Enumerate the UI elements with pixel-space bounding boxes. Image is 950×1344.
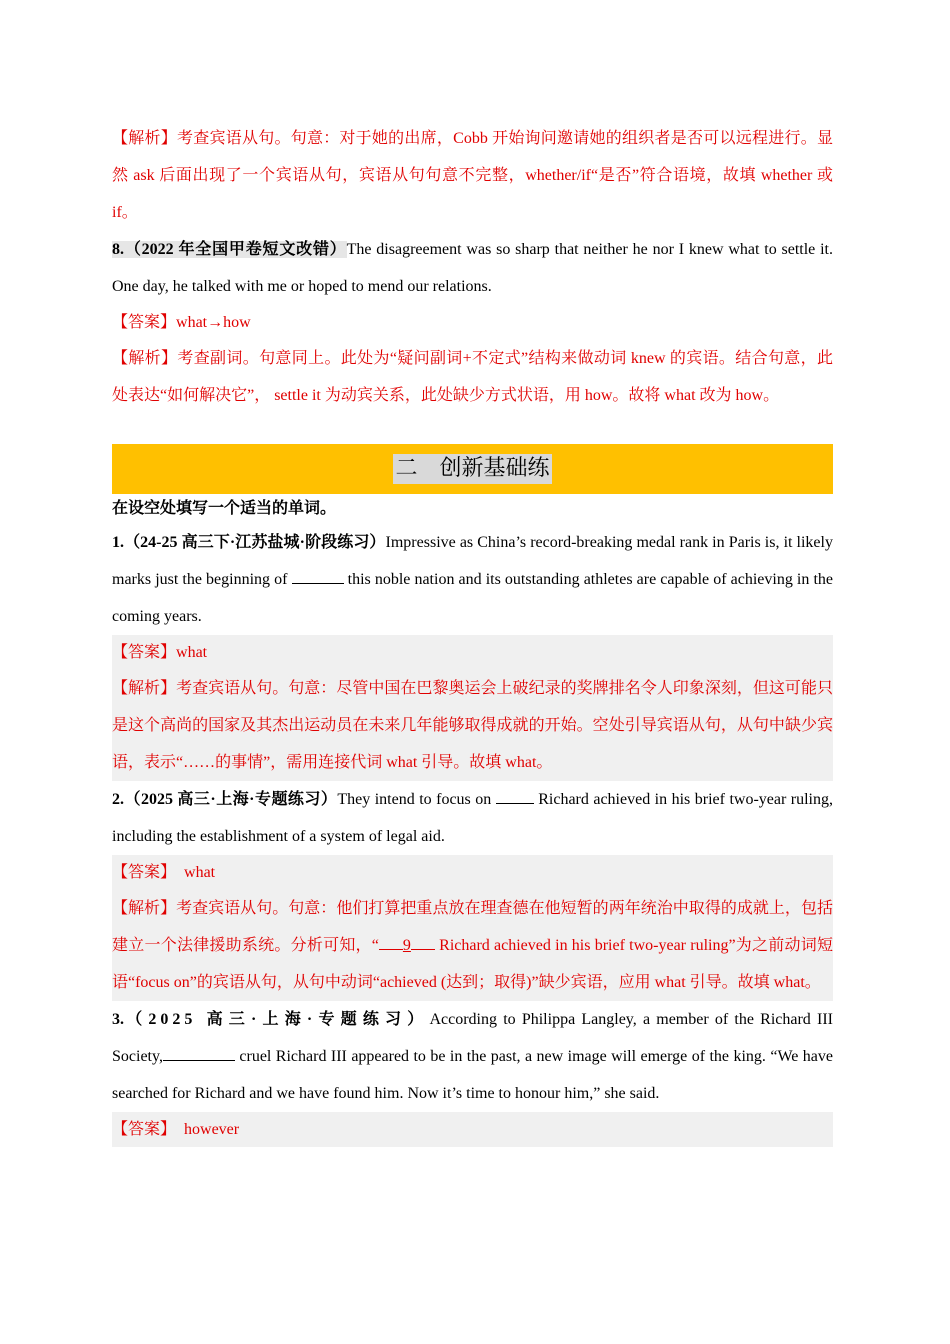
q2-number: 2. [112,791,124,808]
analysis-label: 【解析】 [112,130,177,147]
q3-number: 3. [112,1011,124,1028]
q1-answer [112,635,833,670]
q2-answer [112,855,833,890]
analysis-label: 【解析】 [112,900,177,917]
q2-question [112,781,833,855]
document-page [112,120,833,1147]
q8-text: The disagreement was so sharp that neither he nor I knew what to settle it. One day, he talked with me or hoped to mend our relations. [112,241,833,295]
section-header-bar [112,444,833,494]
q1-text-before: Impressive as China’s record-breaking medal rank in Paris is, it likely marks just the beginning of [112,534,833,588]
answer-value: however [184,1121,240,1138]
q8-number: 8. [112,241,124,258]
q3-answer [112,1112,833,1147]
answer-label: 【答案】 [112,864,177,881]
q2-text-after: Richard achieved in his brief two-year ruling, including the establishment of a system of legal aid. [112,791,833,845]
analysis-label: 【解析】 [112,350,178,367]
q8-question [112,231,833,305]
analysis-text-1: 考查宾语从句。句意：他们打算把重点放在理查德在他短暂的两年统治中取得的成就上，包括建立一个法律援助系统。分析可知，“ [112,900,833,954]
q3-question [112,1001,833,1112]
analysis-blank-number: 9 [402,937,411,954]
answer-value: what→how [176,314,251,331]
analysis-blank-right [411,949,435,950]
q1-analysis [112,670,833,781]
q1-text-after: this noble nation and its outstanding athletes are capable of achieving in the coming years. [112,571,833,625]
q1-question [112,524,833,635]
q3-text-after: cruel Richard III appeared to be in the past, a new image will emerge of the king. “We have searched for Richard and we have found him. Now it’s time to honour him,” she said. [112,1048,833,1102]
section-instruction: 在设空处填写一个适当的单词。 [112,500,337,517]
analysis-text: 考查副词。句意同上。此处为“疑问副词+不定式”结构来做动词 knew 的宾语。结合句意，此处表达“如何解决它”， settle it 为动宾关系，此处缺少方式状语，用 how。故将 what 改为 how。 [112,350,833,404]
analysis-text: 考查宾语从句。句意：尽管中国在巴黎奥运会上破纪录的奖牌排名令人印象深刻，但这可能只是这个高尚的国家及其杰出运动员在未来几年能够取得成就的开始。空处引导宾语从句，从句中缺少宾语，表示“……的事情”，需用连接代词 what 引导。故填 what。 [112,680,833,771]
answer-value: what [184,864,216,881]
answer-label: 【答案】 [112,1121,177,1138]
analysis-text-2: Richard achieved in his brief two-year ruling”为之前动词短语“focus on”的宾语从句，从句中动词“achieved (达到；取得)”缺少宾语，应用 what 引导。故填 what。 [112,937,833,991]
section-title: 二 创新基础练 [393,454,551,484]
q8-source: （2022 年全国甲卷短文改错） [124,241,347,258]
q1-blank[interactable] [292,583,344,584]
q3-source: （2025 高三·上海·专题练习） [124,1011,430,1028]
q1-source: （24-25 高三下·江苏盐城·阶段练习） [124,534,386,551]
analysis-label: 【解析】 [112,680,177,697]
q2-answer-block [112,855,833,1001]
q1-number: 1. [112,534,124,551]
q3-answer-block [112,1112,833,1147]
q7-analysis [112,120,833,231]
q1-answer-block [112,635,833,781]
analysis-text: 考查宾语从句。句意：对于她的出席，Cobb 开始询问邀请她的组织者是否可以远程进行。显然 ask 后面出现了一个宾语从句，宾语从句句意不完整，whether/if“是否”符合语境，故填 whether 或 if。 [112,130,833,221]
q2-blank[interactable] [496,803,534,804]
q8-analysis [112,340,833,414]
q3-blank[interactable] [163,1060,235,1061]
q2-analysis [112,890,833,1001]
q2-source: （2025 高三·上海·专题练习） [124,791,338,808]
answer-value: what [176,644,208,661]
q3-text-before: According to Philippa Langley, a member of the Richard III Society, [112,1011,833,1065]
q8-answer [112,305,833,340]
answer-label: 【答案】 [112,314,177,331]
analysis-blank-left [379,949,403,950]
answer-label: 【答案】 [112,644,177,661]
q2-text-before: They intend to focus on [337,791,496,808]
